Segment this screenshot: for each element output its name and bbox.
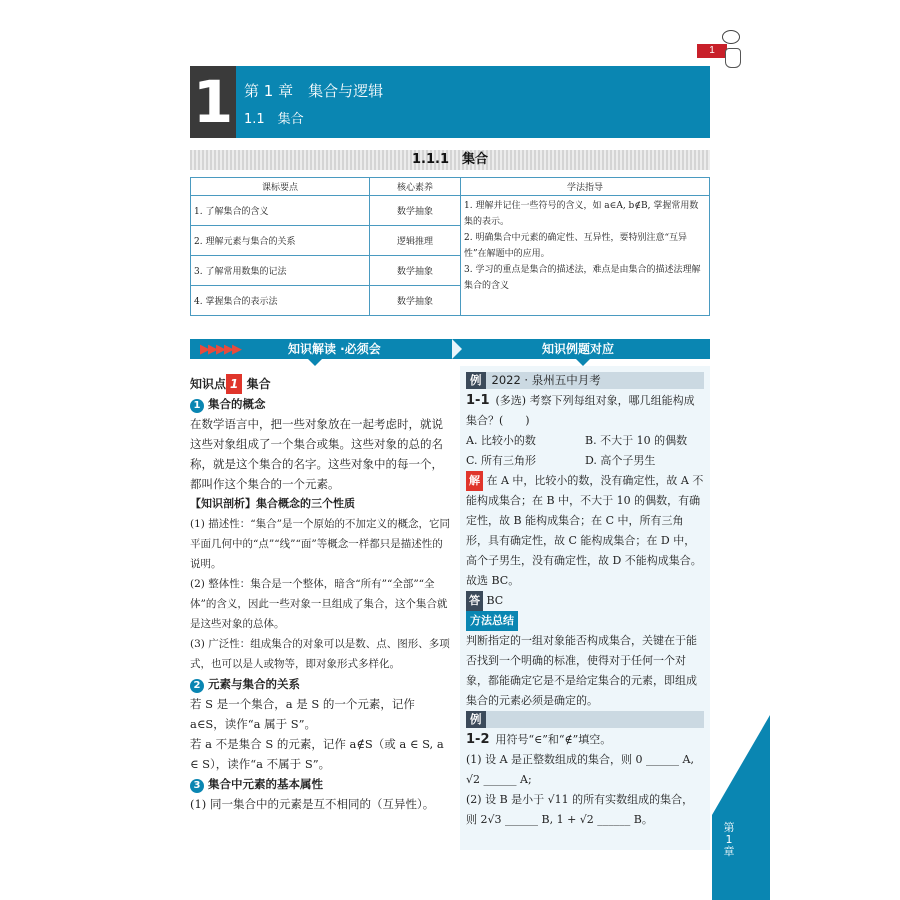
knowledge-point-heading	[190, 374, 452, 394]
knowledge-point-number: 1	[226, 374, 242, 394]
arrows-icon: ▶▶▶▶▶	[200, 342, 240, 357]
section-title: 1.1 集合	[244, 112, 304, 127]
subheading	[190, 394, 452, 414]
answer	[466, 591, 704, 611]
guidance-item: 2. 明确集合中元素的确定性、互异性，要特别注意“互异性”在解题中的应用。	[464, 233, 688, 259]
example-tag: 例	[466, 711, 486, 728]
example-number: 1-1	[466, 393, 490, 408]
method-heading	[466, 611, 704, 631]
table-cell-point: 2. 理解元素与集合的关系	[191, 226, 370, 256]
subsection-title: 1.1.1 集合	[411, 152, 488, 167]
example-column	[466, 372, 704, 830]
chevron-right-icon	[452, 339, 462, 359]
table-header: 核心素养	[370, 178, 461, 196]
paragraph: (1) 描述性：“集合”是一个原始的不加定义的概念，它同平面几何中的“点”“线”“面”等概念一样都只是描述性的说明。	[190, 518, 450, 570]
method-tag: 方法总结	[466, 611, 518, 631]
chapter-number: 1	[190, 66, 236, 138]
table-cell-literacy: 数学抽象	[370, 256, 461, 286]
options-row	[466, 431, 704, 451]
speech-bubble-icon	[722, 30, 740, 44]
knowledge-point-label: 知识点	[190, 377, 227, 391]
table-cell-literacy: 逻辑推理	[370, 226, 461, 256]
example-number: 1-2	[466, 732, 490, 747]
subheading-title: 集合的概念	[208, 397, 266, 411]
example-header	[466, 711, 704, 728]
table-header: 学法指导	[461, 178, 710, 196]
example-question	[466, 391, 704, 431]
answer-text: BC	[486, 594, 504, 607]
paragraph: (3) 广泛性：组成集合的对象可以是数、点、图形、多项式，也可以是人或物等，即对象形式多样化。	[190, 638, 450, 670]
chapter-title: 第 1 章 集合与逻辑	[244, 82, 384, 100]
solution	[466, 471, 704, 591]
option-a: A. 比较小的数	[466, 434, 536, 447]
guidance-item: 1. 理解并记住一些符号的含义，如 a∈A, b∉B, 掌握常用数集的表示。	[464, 201, 699, 227]
pointing-hand-icon	[725, 48, 741, 68]
option-b: B. 不大于 10 的偶数	[585, 434, 688, 447]
question-text: (多选) 考察下列每组对象，哪几组能构成集合？( )	[466, 394, 695, 427]
knowledge-column	[190, 374, 452, 814]
option-d: D. 高个子男生	[585, 454, 656, 467]
analysis-heading: 【知识剖析】集合概念的三个性质	[190, 497, 355, 510]
chapter-header-bar	[236, 66, 710, 138]
solution-tag: 解	[466, 471, 483, 491]
method-text: 判断指定的一组对象能否构成集合，关键在于能否找到一个明确的标准，使得对于任何一个对象，都能确定它是不是给定集合的元素，即组成集合的元素必须是确定的。	[466, 634, 697, 707]
subheading	[190, 774, 452, 794]
subheading-title: 集合中元素的基本属性	[208, 777, 323, 791]
guidance-item: 3. 学习的重点是集合的描述法，难点是由集合的描述法理解集合的含义	[464, 265, 701, 291]
table-cell-point: 1. 了解集合的含义	[191, 196, 370, 226]
edge-tab-label: 第1章	[723, 821, 735, 858]
number-badge: 1	[190, 399, 204, 413]
edge-tab-triangle	[712, 715, 770, 815]
option-c: C. 所有三角形	[466, 454, 537, 467]
options-row	[466, 451, 704, 471]
triangle-down-icon	[576, 359, 590, 366]
paragraph: 若 S 是一个集合，a 是 S 的一个元素，记作 a∈S，读作“a 属于 S”。	[190, 697, 415, 731]
banner-right-title: 知识例题对应	[542, 342, 615, 356]
table-row	[191, 196, 710, 226]
curriculum-table	[190, 177, 710, 316]
example-tag: 例	[466, 372, 486, 389]
solution-text: 在 A 中，比较小的数，没有确定性，故 A 不能构成集合；在 B 中，不大于 10 的偶数，有确定性，故 B 能构成集合；在 C 中，所有三角形，具有确定性，故 C 能构成集合；在 D 中，高个子男生，没有确定性，故 D 不能构成集合。故选 BC。	[466, 474, 704, 587]
triangle-down-icon	[308, 359, 322, 366]
page-number: 1	[697, 44, 727, 58]
table-cell-literacy: 数学抽象	[370, 286, 461, 316]
table-cell-point: 3. 了解常用数集的记法	[191, 256, 370, 286]
question-part: (2) 设 B 是小于 √11 的所有实数组成的集合，则 2√3 ______ B, 1 + √2 ______ B。	[466, 793, 694, 826]
example-header	[466, 372, 704, 389]
answer-tag: 答	[466, 591, 483, 611]
banner-left-title: 知识解读 ·必须会	[288, 342, 381, 356]
edge-tab	[712, 815, 770, 900]
example-source: 2022 · 泉州五中月考	[491, 373, 601, 387]
paragraph: 若 a 不是集合 S 的元素，记作 a∉S（或 a ∈ S, a ∈ S），读作“a 不属于 S”。	[190, 737, 444, 771]
table-cell-point: 4. 掌握集合的表示法	[191, 286, 370, 316]
example-question	[466, 730, 704, 750]
subheading-title: 元素与集合的关系	[208, 677, 300, 691]
number-badge: 2	[190, 679, 204, 693]
table-header-row	[191, 178, 710, 196]
table-cell-guidance	[461, 196, 710, 316]
paragraph: (2) 整体性：集合是一个整体，暗含“所有”“全部”“全体”的含义，因此一些对象一旦组成了集合，这个集合就是这些对象的总体。	[190, 578, 448, 630]
paragraph: 在数学语言中，把一些对象放在一起考虑时，就说这些对象组成了一个集合或集。这些对象的总的名称，就是这个集合的名字。这些对象中的每一个，都叫作这个集合的一个元素。	[190, 417, 443, 491]
number-badge: 3	[190, 779, 204, 793]
knowledge-point-title: 集合	[246, 377, 271, 391]
table-header: 课标要点	[191, 178, 370, 196]
subheading	[190, 674, 452, 694]
table-cell-literacy: 数学抽象	[370, 196, 461, 226]
paragraph: (1) 同一集合中的元素是互不相同的（互异性）。	[190, 797, 435, 811]
question-part: (1) 设 A 是正整数组成的集合，则 0 ______ A, √2 ______ A;	[466, 753, 694, 786]
question-text: 用符号“∈”和“∉”填空。	[495, 733, 612, 746]
